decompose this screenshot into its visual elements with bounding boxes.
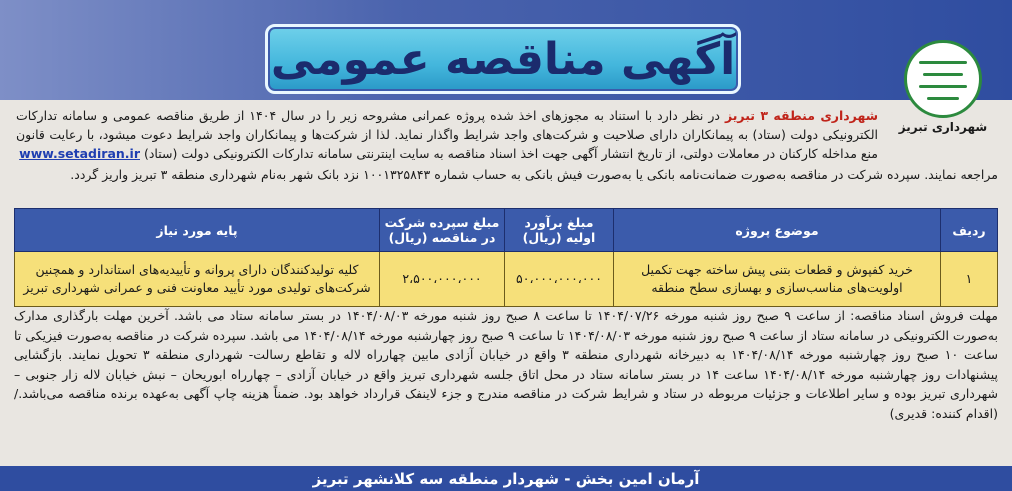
signature-line: آرمان امین بخش - شهردار منطقه سه کلانشهر تبریز	[312, 469, 700, 488]
col-estimate: مبلغ برآورد اولیه (ریال)	[505, 209, 614, 252]
deposit-amount: ۲،۵۰۰،۰۰۰،۰۰۰	[380, 252, 505, 307]
col-row-number: ردیف	[941, 209, 998, 252]
intro-text: در نظر دارد با استناد به مجوزهای اخذ شده پروژه عمرانی مشروحه زیر را در سال ۱۴۰۴ از طریق مناقصه عمومی و سامانه تدارکات الکترونیکی دولت (ستاد) به پیمانکاران دارای صلاحیت و شرکت‌های واجد شرایط واگذار نماید. لذا از شرکت‌ها و پیمانکاران واجد شرایط دعوت میشود، با رعایت قانون منع مداخله کارکنان در معاملات دولتی، از تاریخ انتشار آگهی جهت اخذ اسناد مناقصه به سایت اینترنتی سامانه تدارکات الکترونیکی دولت (ستاد)	[16, 108, 878, 161]
intro-paragraph	[16, 106, 878, 163]
organization-name: شهرداری منطقه ۳ تبریز	[724, 108, 878, 123]
footer-bar	[0, 466, 1012, 491]
col-required-grade: پایه مورد نیاز	[15, 209, 380, 252]
table-row	[15, 252, 998, 307]
logo-caption: شهرداری تبریز	[898, 120, 988, 134]
title-box	[265, 24, 741, 94]
estimate-amount: ۵۰،۰۰۰،۰۰۰،۰۰۰	[505, 252, 614, 307]
municipality-logo	[888, 40, 998, 140]
website-link[interactable]: www.setadiran.ir	[19, 146, 140, 161]
table-header-row	[15, 209, 998, 252]
col-project-subject: موضوع پروژه	[614, 209, 941, 252]
header-banner	[0, 0, 1012, 100]
required-grade: کلیه تولیدکنندگان دارای پروانه و تأییدیه‌های استاندارد و همچنین شرکت‌های تولیدی مورد تأیید معاونت فنی و عمرانی شهرداری تبریز	[15, 252, 380, 307]
row-number: ۱	[941, 252, 998, 307]
project-table	[14, 208, 998, 307]
col-deposit: مبلغ سپرده شرکت در مناقصه (ریال)	[380, 209, 505, 252]
schedule-paragraph: مهلت فروش اسناد مناقصه: از ساعت ۹ صبح روز شنبه مورخه ۱۴۰۴/۰۷/۲۶ تا ساعت ۸ صبح روز شنبه مورخه ۱۴۰۴/۰۸/۰۳ در بستر سامانه ستاد می باشد. آخرین مهلت بارگذاری مدارک به‌صورت الکترونیکی در سامانه ستاد از ساعت ۹ صبح روز شنبه مورخه ۱۴۰۴/۰۸/۰۳ تا ساعت ۹ صبح روز چهارشنبه مورخه ۱۴۰۴/۰۸/۱۴ می باشد. سپرده شرکت در مناقصه به‌صورت فیزیکی تا ساعت ۱۰ صبح روز چهارشنبه مورخه ۱۴۰۴/۰۸/۱۴ به دبیرخانه شهرداری منطقه ۳ واقع در خیابان آزادی مابین چهارراه لاله و تقاطع رسالت- شهرداری منطقه ۳ تحویل نمایند. بازگشایی پیشنهادات روز چهارشنبه مورخه ۱۴۰۴/۰۸/۱۴ ساعت ۱۴ در بستر سامانه ستاد در محل اتاق جلسه شهرداری تبریز واقع در خیابان آزادی – چهارراه ابوریحان – نبش خیابان لاله زار جنوبی – شهرداری تبریز بوده و سایر اطلاعات و جزئیات مربوطه در ستاد و شرایط شرکت در مناقصه مندرج و جزء لاینفک قرارداد خواهد بود. ضمناً هزینه چاپ آگهی به‌عهده برنده مناقصه می‌باشد./ (اقدام کننده: قدیری)	[14, 308, 998, 421]
deposit-text: مراجعه نمایند. سپرده شرکت در مناقصه به‌صورت ضمانت‌نامه بانکی یا به‌صورت فیش بانکی به حساب شماره ۱۰۰۱۳۲۵۸۴۳ نزد بانک شهر به‌نام شهرداری منطقه ۳ تبریز واریز گردد.	[70, 167, 998, 182]
project-subject: خرید کفپوش و قطعات بتنی پیش ساخته جهت تکمیل اولویت‌های مناسب‌سازی و بهسازی سطح منطقه	[614, 252, 941, 307]
page-title: آگهی مناقصه عمومی	[270, 33, 736, 85]
intro-paragraph-2	[16, 165, 998, 184]
logo-emblem-icon	[904, 40, 982, 118]
